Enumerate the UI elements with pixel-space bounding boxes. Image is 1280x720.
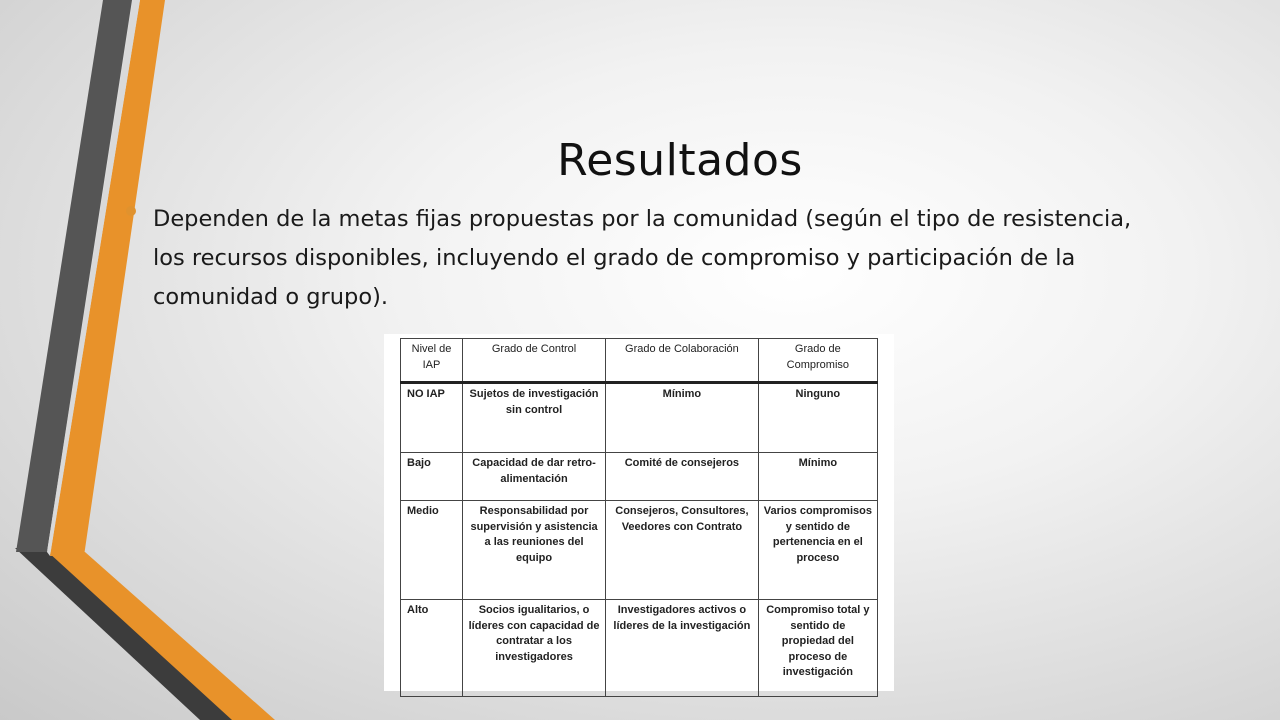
cell-nivel: NO IAP <box>401 383 463 453</box>
cell-control: Socios igualitarios, o líderes con capacidad de contratar a los investigadores <box>463 600 606 697</box>
cell-colaboracion: Comité de consejeros <box>606 453 759 501</box>
cell-colaboracion: Consejeros, Consultores, Veedores con Contrato <box>606 501 759 600</box>
bullet-icon <box>126 206 136 216</box>
table-row <box>401 600 878 697</box>
header-colaboracion: Grado de Colaboración <box>606 339 759 383</box>
cell-nivel: Alto <box>401 600 463 697</box>
cell-control: Responsabilidad por supervisión y asistencia a las reuniones del equipo <box>463 501 606 600</box>
iap-levels-table <box>400 338 878 697</box>
cell-colaboracion: Investigadores activos o líderes de la investigación <box>606 600 759 697</box>
slide-title: Resultados <box>557 135 803 186</box>
table-row <box>401 383 878 453</box>
table-header-row <box>401 339 878 383</box>
table-row <box>401 453 878 501</box>
bullet-text: Dependen de la metas fijas propuestas por la comunidad (según el tipo de resistencia, los recursos disponibles, incluyendo el grado de compromiso y participación de la comunidad o grupo). <box>153 206 1132 310</box>
cell-nivel: Bajo <box>401 453 463 501</box>
header-control: Grado de Control <box>463 339 606 383</box>
table-row <box>401 501 878 600</box>
bottom-orange-band <box>48 552 275 720</box>
header-compromiso: Grado de Compromiso <box>758 339 877 383</box>
cell-compromiso: Compromiso total y sentido de propiedad del proceso de investigación <box>758 600 877 697</box>
cell-compromiso: Varios compromisos y sentido de pertenencia en el proceso <box>758 501 877 600</box>
cell-nivel: Medio <box>401 501 463 600</box>
cell-compromiso: Ninguno <box>758 383 877 453</box>
cell-control: Sujetos de investigación sin control <box>463 383 606 453</box>
cell-colaboracion: Mínimo <box>606 383 759 453</box>
cell-control: Capacidad de dar retro-alimentación <box>463 453 606 501</box>
cell-compromiso: Mínimo <box>758 453 877 501</box>
iap-table-image <box>384 334 894 691</box>
header-nivel: Nivel de IAP <box>401 339 463 383</box>
